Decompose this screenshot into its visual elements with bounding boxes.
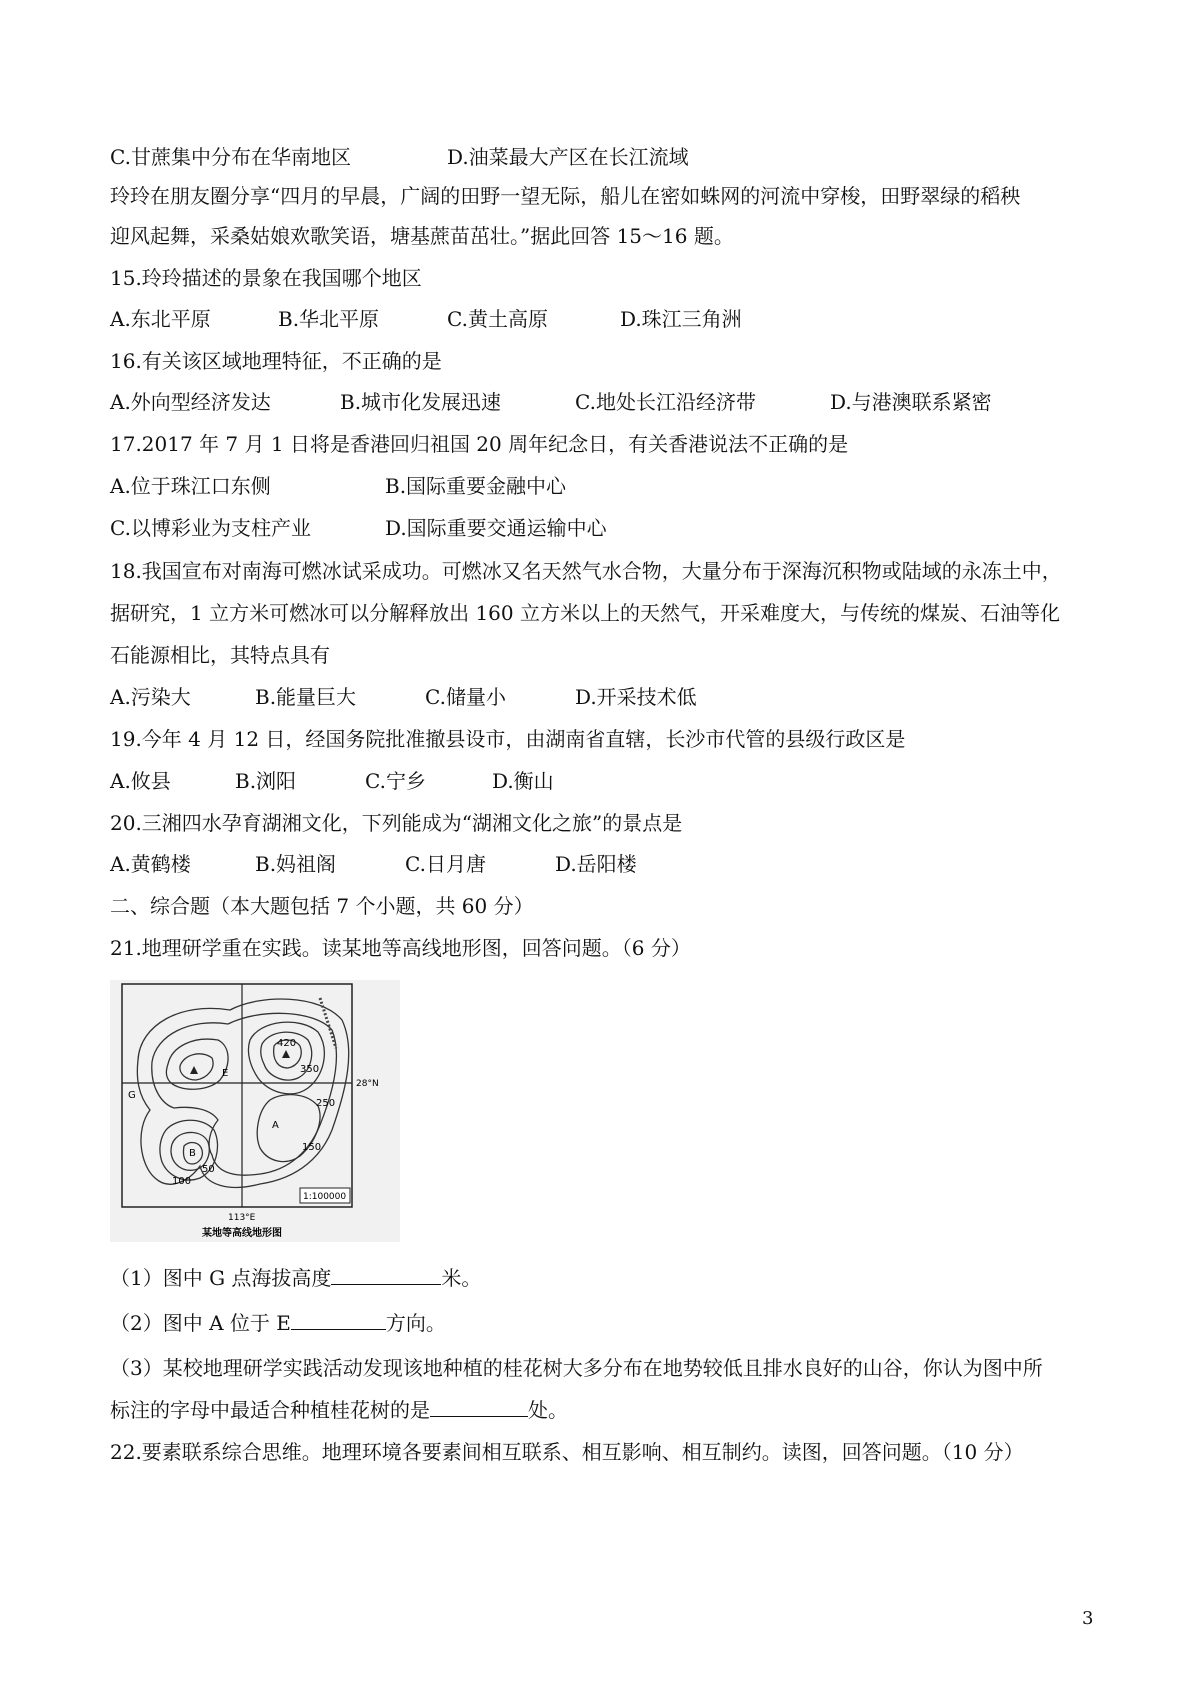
q15-option-d: D.珠江三角洲: [620, 307, 742, 331]
q20-option-c: C.日月唐: [405, 852, 486, 876]
q17-option-a: A.位于珠江口东侧: [110, 474, 271, 498]
q15-stem: 15.玲玲描述的景象在我国哪个地区: [110, 266, 422, 290]
q15-option-c: C.黄土高原: [447, 307, 548, 331]
intro-15-16-line2: 迎风起舞，采桑姑娘欢歌笑语，塘基蔗苗茁壮。”据此回答 15～16 题。: [110, 224, 734, 248]
q20-stem: 20.三湘四水孕育湖湘文化，下列能成为“湖湘文化之旅”的景点是: [110, 811, 683, 835]
q17-option-c: C.以博彩业为支柱产业: [110, 516, 311, 540]
q21-sub1-blank[interactable]: [331, 1264, 441, 1285]
q17-option-d: D.国际重要交通运输中心: [385, 516, 607, 540]
q18-stem-line3: 石能源相比，其特点具有: [110, 643, 330, 667]
q18-option-d: D.开采技术低: [575, 685, 697, 709]
q18-option-b: B.能量巨大: [255, 685, 357, 709]
q18-option-a: A.污染大: [110, 685, 191, 709]
q21-sub3-line2: [110, 1396, 568, 1424]
page-number: 3: [1082, 1608, 1094, 1629]
q21-sub1-text: （1）图中 G 点海拔高度: [110, 1266, 332, 1290]
contour-lines: [137, 999, 348, 1187]
q16-option-a: A.外向型经济发达: [110, 390, 271, 414]
q14-option-d: D.油菜最大产区在长江流域: [447, 145, 689, 169]
q21-sub2-text: （2）图中 A 位于 E: [110, 1311, 291, 1335]
q20-option-a: A.黄鹤楼: [110, 852, 191, 876]
q16-option-b: B.城市化发展迅速: [340, 390, 502, 414]
contour-label-150: 150: [302, 1142, 322, 1153]
point-label-e: E: [222, 1068, 229, 1079]
q21-sub3-unit: 处。: [528, 1398, 568, 1422]
q16-option-c: C.地处长江沿经济带: [575, 390, 756, 414]
contour-label-350: 350: [300, 1064, 320, 1075]
q21-sub3-line1: （3）某校地理研学实践活动发现该地种植的桂花树大多分布在地势较低且排水良好的山谷，你认为图中所: [110, 1356, 1043, 1380]
section2-heading: 二、综合题（本大题包括 7 个小题，共 60 分）: [110, 894, 534, 918]
q21-stem: 21.地理研学重在实践。读某地等高线地形图，回答问题。（6 分）: [110, 936, 691, 960]
q19-option-a: A.攸县: [110, 769, 171, 793]
q20-option-b: B.妈祖阁: [255, 852, 337, 876]
q19-option-d: D.衡山: [492, 769, 554, 793]
contour-map: [110, 980, 400, 1242]
contour-map-figure: [110, 980, 400, 1242]
q16-option-d: D.与港澳联系紧密: [830, 390, 992, 414]
peak-marker-west: [190, 1066, 198, 1074]
point-label-a: A: [272, 1120, 279, 1131]
q21-sub2: [110, 1309, 446, 1337]
q19-stem: 19.今年 4 月 12 日，经国务院批准撤县设市，由湖南省直辖，长沙市代管的县级行政区是: [110, 727, 906, 751]
q21-sub1-unit: 米。: [441, 1266, 482, 1290]
q21-sub1: [110, 1264, 481, 1292]
q20-option-d: D.岳阳楼: [555, 852, 637, 876]
peak-marker-east: [282, 1050, 290, 1058]
point-label-b: B: [189, 1148, 196, 1159]
q19-option-c: C.宁乡: [365, 769, 426, 793]
q14-option-c: C.甘蔗集中分布在华南地区: [110, 145, 351, 169]
intro-15-16-line1: 玲玲在朋友圈分享“四月的早晨，广阔的田野一望无际，船儿在密如蛛网的河流中穿梭，田野翠绿的稻秧: [110, 184, 1021, 208]
map-scale: 1:100000: [303, 1192, 347, 1202]
q15-option-b: B.华北平原: [278, 307, 380, 331]
longitude-label: 113°E: [228, 1213, 256, 1223]
q21-sub2-blank[interactable]: [291, 1309, 386, 1330]
q18-stem-line1: 18.我国宣布对南海可燃冰试采成功。可燃冰又名天然气水合物，大量分布于深海沉积物或陆域的永冻土中，: [110, 559, 1062, 583]
q18-stem-line2: 据研究，1 立方米可燃冰可以分解释放出 160 立方米以上的天然气，开采难度大，与传统的煤炭、石油等化: [110, 601, 1060, 625]
contour-label-420: 420: [277, 1038, 297, 1049]
q17-stem: 17.2017 年 7 月 1 日将是香港回归祖国 20 周年纪念日，有关香港说法不正确的是: [110, 432, 849, 456]
figure-caption: 某地等高线地形图: [202, 1228, 282, 1239]
q19-option-b: B.浏阳: [235, 769, 297, 793]
q21-sub2-unit: 方向。: [385, 1311, 446, 1335]
contour-label-250: 250: [316, 1098, 336, 1109]
q22-stem: 22.要素联系综合思维。地理环境各要素间相互联系、相互影响、相互制约。读图，回答问题。（10 分）: [110, 1440, 1024, 1464]
map-frame: [122, 984, 352, 1207]
q21-sub3-blank[interactable]: [430, 1396, 528, 1417]
q18-option-c: C.储量小: [425, 685, 506, 709]
latitude-label: 28°N: [356, 1079, 379, 1089]
contour-label-100: 100: [172, 1176, 192, 1187]
q21-sub3-text: 标注的字母中最适合种植桂花树的是: [110, 1398, 430, 1422]
point-label-g: G: [128, 1090, 136, 1101]
q16-stem: 16.有关该区域地理特征，不正确的是: [110, 349, 442, 373]
contour-label-50: 50: [202, 1164, 215, 1175]
q17-option-b: B.国际重要金融中心: [385, 474, 567, 498]
q15-option-a: A.东北平原: [110, 307, 211, 331]
